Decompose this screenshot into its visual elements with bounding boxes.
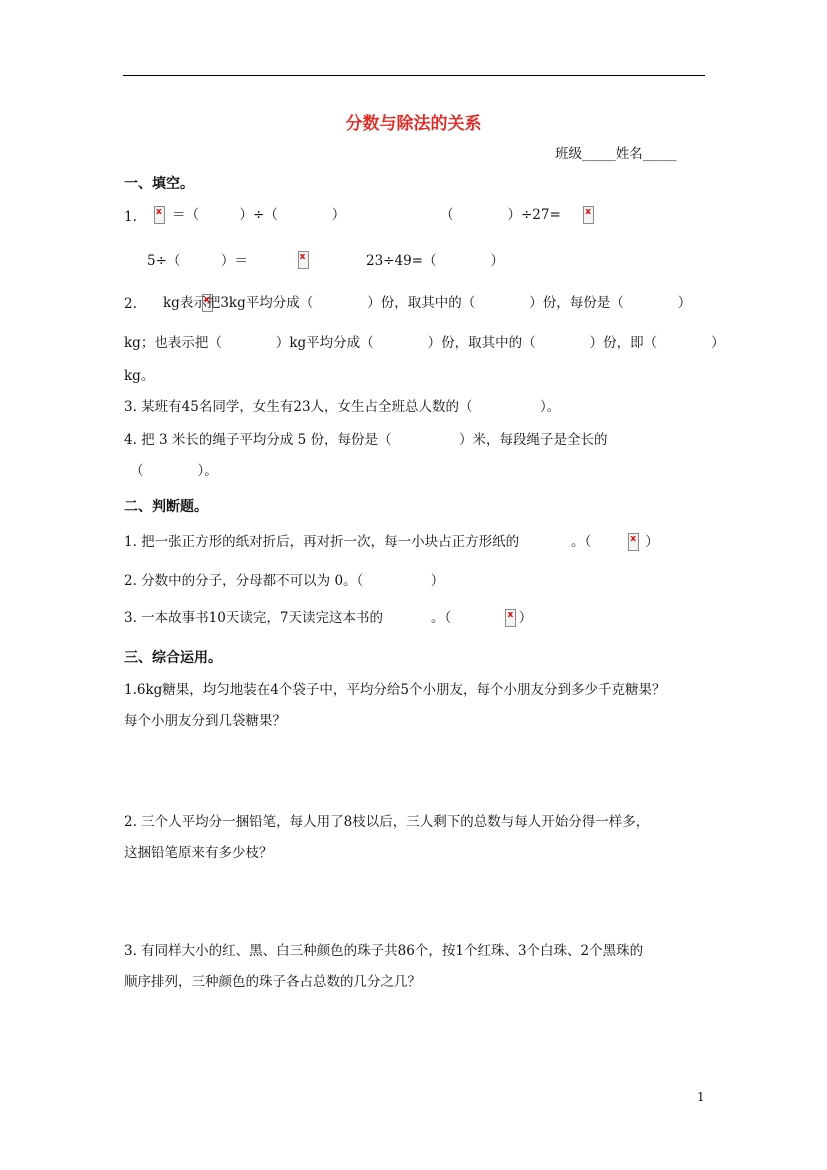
tf2-text: 2. 分数中的分子，分母都不可以为 0。（ ）	[124, 573, 445, 589]
header-rule	[123, 75, 705, 76]
tf3-text: 3. 一本故事书10天读完，7天读完这本书的	[124, 610, 383, 626]
app2-line2: 这捆铅笔原来有多少枝？	[124, 845, 273, 861]
tf3-answer: 。（ ）	[431, 610, 533, 626]
tf1-text: 1. 把一张正方形的纸对折后，再对折一次，每一小块占正方形纸的	[124, 534, 520, 550]
q1-part3: 5÷（ ）＝	[147, 253, 248, 269]
q2-line2: kg；也表示把（ ）kg平均分成（ ）份，取其中的（ ）份，即（ ）	[124, 335, 725, 351]
section-heading-true-false: 二、判断题。	[124, 499, 208, 515]
q4-line1: 4. 把 3 米长的绳子平均分成 5 份，每份是（ ）米，每段绳子是全长的	[124, 432, 608, 448]
app1-line1: 1.6kg糖果，均匀地装在4个袋子中，平均分给5个小朋友，每个小朋友分到多少千克糖果？	[124, 682, 666, 698]
q2-line3: kg。	[124, 368, 155, 384]
q1-part4: 23÷49=（ ）	[366, 253, 504, 269]
app2-line1: 2. 三个人平均分一捆铅笔，每人用了8枝以后，三人剩下的总数与每人开始分得一样多，	[124, 814, 650, 830]
q4-line2: （ ）。	[130, 463, 218, 479]
q3-text: 3. 某班有45名同学，女生有23人，女生占全班总人数的（ ）。	[124, 399, 561, 415]
q1-part2: （ ）÷27=	[440, 207, 561, 223]
section-heading-fill-blank: 一、填空。	[124, 176, 194, 192]
app3-line1: 3. 有同样大小的红、黑、白三种颜色的珠子共86个，按1个红珠、3个白珠、2个黑珠的	[124, 943, 644, 959]
section-heading-application: 三、综合运用。	[124, 650, 222, 666]
app3-line2: 顺序排列，三种颜色的珠子各占总数的几分之几？	[124, 974, 421, 990]
page-number: 1	[697, 1090, 705, 1104]
fraction-image-placeholder-icon	[154, 206, 165, 224]
q1-number: 1.	[124, 209, 137, 225]
q1-part1: ＝（ ）÷（ ）	[172, 207, 346, 223]
q2-line1: kg表示把3kg平均分成（ ）份，取其中的（ ）份，每份是（ ）	[163, 295, 692, 311]
q2-number: 2.	[124, 296, 137, 312]
app1-line2: 每个小朋友分到几袋糖果？	[124, 713, 286, 729]
fraction-image-placeholder-icon	[298, 251, 309, 269]
fraction-image-placeholder-icon	[583, 206, 594, 224]
tf1-answer: 。（ ）	[571, 534, 659, 550]
page-title: 分数与除法的关系	[345, 114, 482, 134]
student-info: 班级_____姓名_____	[555, 146, 677, 162]
